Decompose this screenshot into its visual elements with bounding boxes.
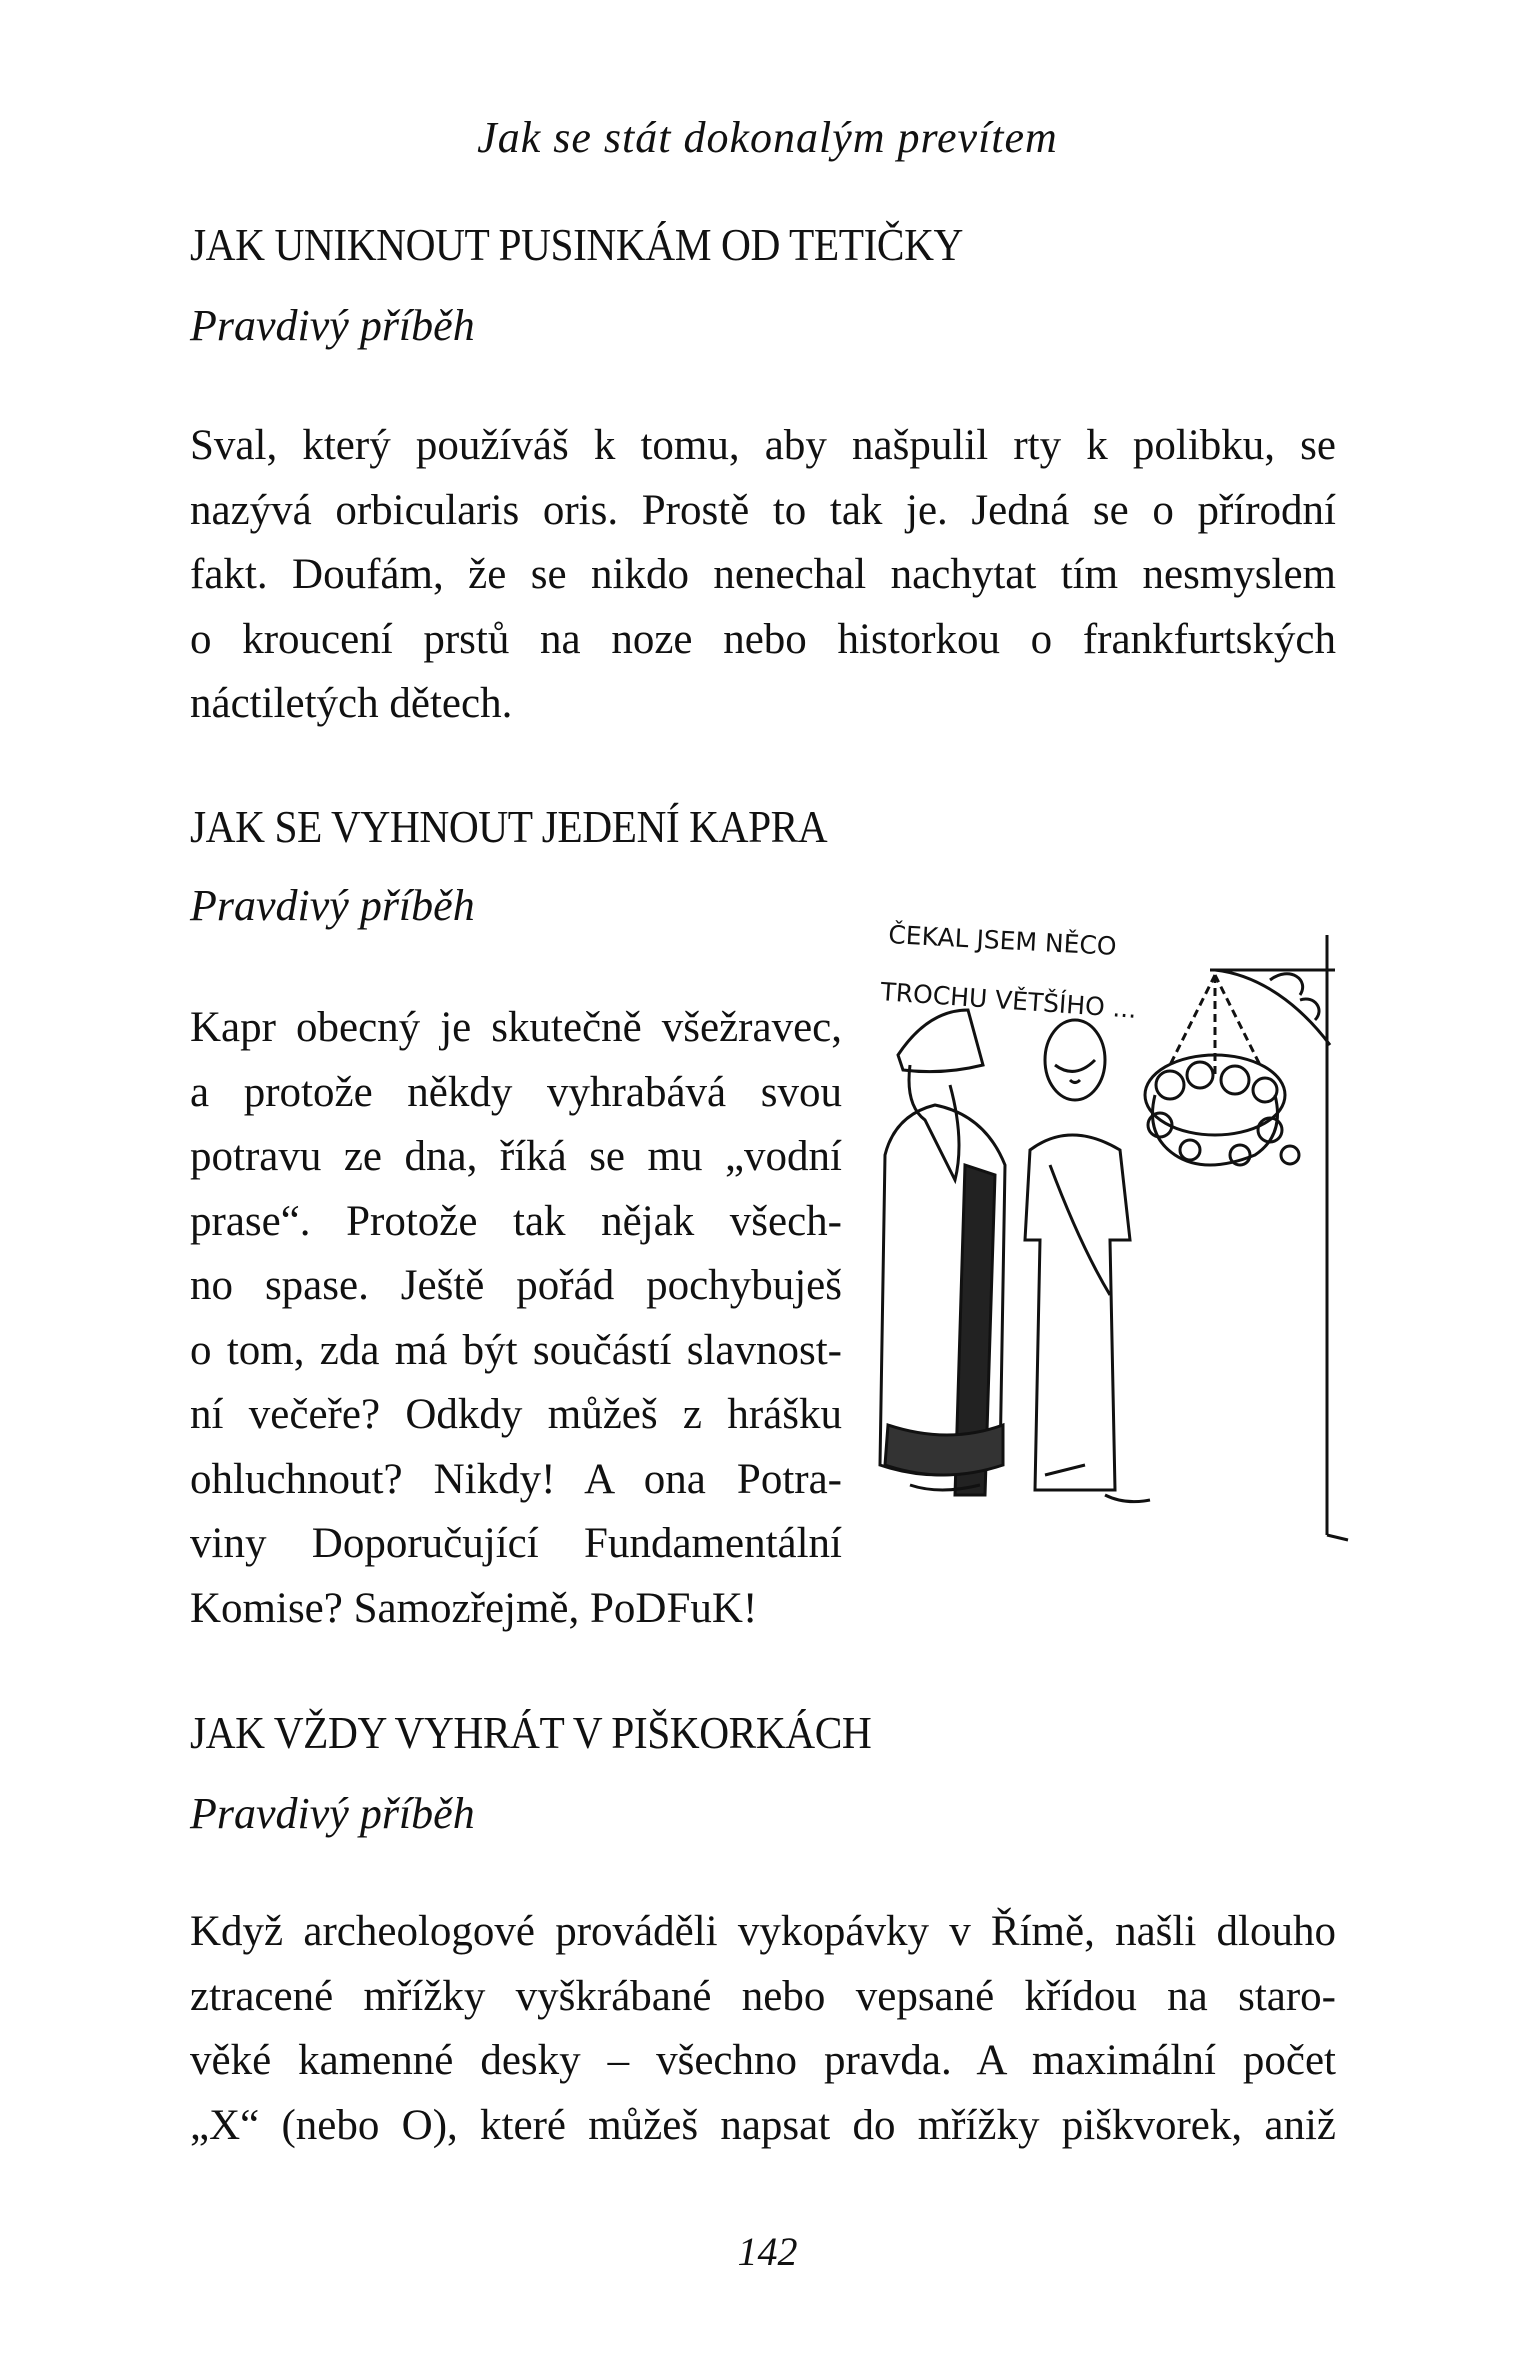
wall-bracket bbox=[1210, 935, 1348, 1540]
running-head: Jak se stát dokonalým prevítem bbox=[477, 113, 1058, 162]
section-heading: JAK UNIKNOUT PUSINKÁM OD TETIČKY bbox=[190, 219, 963, 270]
king-figure bbox=[880, 1010, 1005, 1495]
text-line: Sval, který používáš k tomu, aby našpulil rty k polibku, se bbox=[190, 422, 1336, 469]
speech-text-line-2: TROCHU VĚTŠÍHO ... bbox=[879, 977, 1138, 1024]
text-line: Komise? Samozřejmě, PoDFuK! bbox=[190, 1584, 758, 1632]
text-line: ní večeře? Odkdy můžeš z hrášku bbox=[190, 1391, 842, 1438]
text-line: Kapr obecný je skutečně všežravec, bbox=[190, 1004, 842, 1051]
text-line: „X“ (nebo O), které můžeš napsat do mřížky piškvorek, aniž bbox=[190, 2101, 1336, 2149]
text-line: potravu ze dna, říká se mu „vodní bbox=[190, 1133, 842, 1180]
text-line: viny Doporučující Fundamentální bbox=[190, 1520, 842, 1567]
section-subtitle: Pravdivý příběh bbox=[190, 1789, 475, 1838]
section-paragraph bbox=[190, 996, 842, 1641]
toga-figure bbox=[1025, 1020, 1150, 1502]
text-line: prase“. Protože tak nějak všech- bbox=[190, 1197, 842, 1245]
section-heading: JAK SE VYHNOUT JEDENÍ KAPRA bbox=[190, 801, 828, 852]
section-subtitle: Pravdivý příběh bbox=[190, 881, 475, 930]
cartoon-illustration bbox=[870, 915, 1360, 1605]
text-line: o tom, zda má být součástí slavnost- bbox=[190, 1326, 842, 1374]
section-paragraph bbox=[190, 414, 1336, 737]
text-line: a protože někdy vyhrabává svou bbox=[190, 1068, 842, 1116]
text-line: věké kamenné desky – všechno pravda. A maximální počet bbox=[190, 2037, 1336, 2084]
text-line: ztracené mřížky vyškrábané nebo vepsané křídou na staro- bbox=[190, 1972, 1336, 2020]
text-line: náctiletých dětech. bbox=[190, 680, 513, 727]
text-line: o kroucení prstů na noze nebo historkou o frankfurtských bbox=[190, 615, 1336, 663]
section-subtitle: Pravdivý příběh bbox=[190, 301, 475, 350]
text-line: fakt. Doufám, že se nikdo nenechal nachytat tím nesmyslem bbox=[190, 551, 1336, 598]
page-number: 142 bbox=[737, 2229, 798, 2274]
text-line: nazývá orbicularis oris. Prostě to tak je. Jedná se o přírodní bbox=[190, 486, 1336, 534]
text-line: ohluchnout? Nikdy! A ona Potra- bbox=[190, 1455, 842, 1503]
text-line: Když archeologové prováděli vykopávky v Římě, našli dlouho bbox=[190, 1908, 1336, 1955]
text-line: no spase. Ještě pořád pochybuješ bbox=[190, 1262, 842, 1309]
speech-text-line-1: ČEKAL JSEM NĚCO bbox=[887, 920, 1118, 961]
hanging-flower-basket bbox=[1145, 975, 1299, 1165]
section-heading: JAK VŽDY VYHRÁT V PIŠKORKÁCH bbox=[190, 1707, 872, 1758]
section-paragraph bbox=[190, 1900, 1336, 2158]
